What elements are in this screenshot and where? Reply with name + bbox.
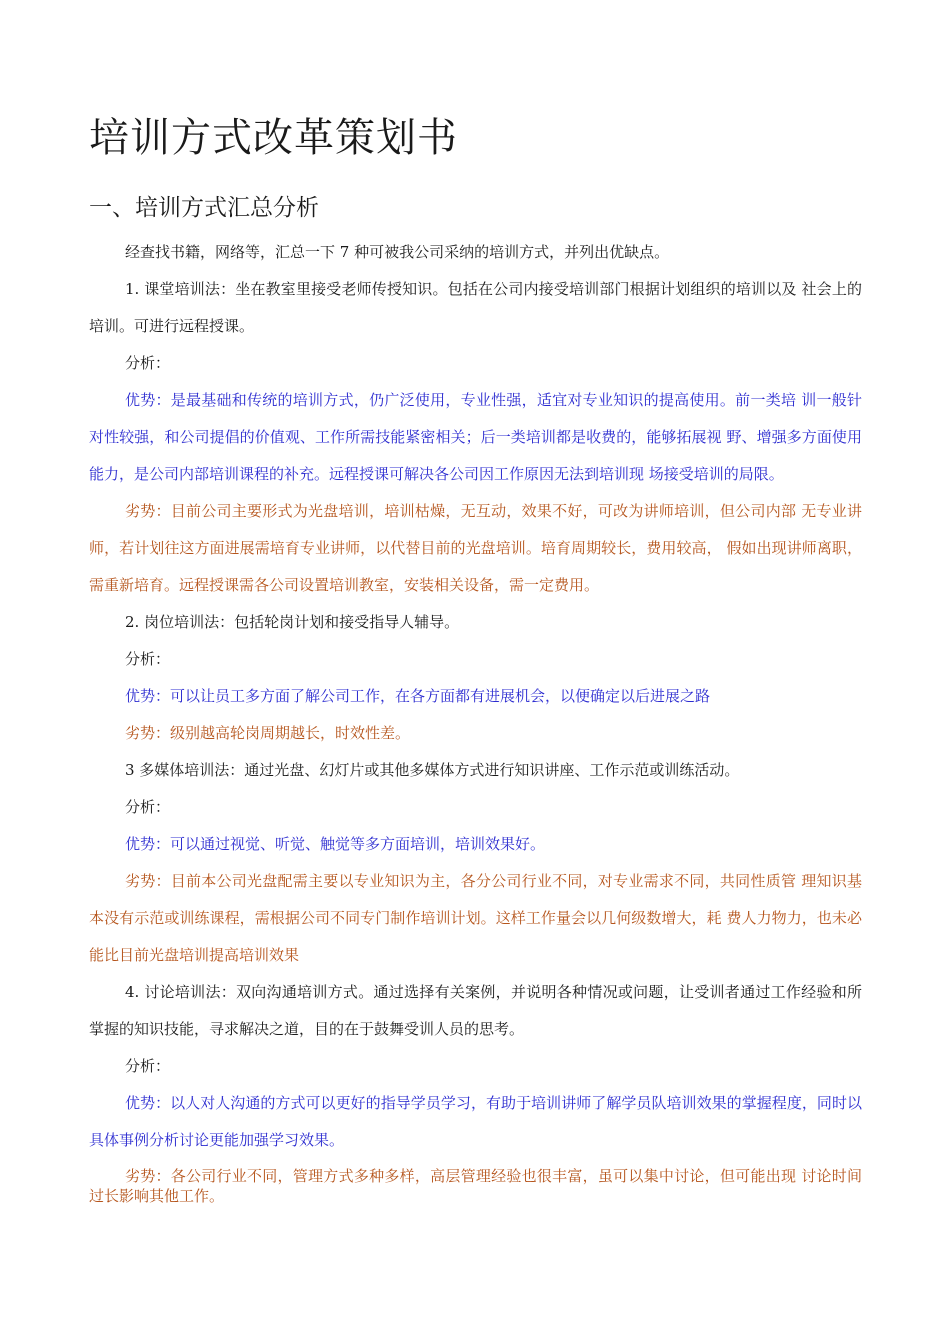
- document-title: 培训方式改革策划书: [89, 115, 458, 161]
- disadvantage-paragraph: 劣势：目前公司主要形式为光盘培训，培训枯燥，无互动，效果不好，可改为讲师培训，但公司内部 无专业讲师，若计划往这方面进展需培育专业讲师，以代替目前的光盘培训。培育周期较长，费用较高， 假如出现讲师离职，需重新培育。远程授课需各公司设置培训教室，安装相关设备，需一定费用。: [89, 502, 862, 594]
- disadvantage-paragraph: 劣势：级别越高轮岗周期越长，时效性差。: [125, 724, 411, 742]
- disadvantage-paragraph: 劣势：各公司行业不同，管理方式多种多样，高层管理经验也很丰富，虽可以集中讨论，但可能出现 讨论时间过长影响其他工作。: [89, 1167, 862, 1205]
- intro-paragraph: 经查找书籍，网络等，汇总一下 7 种可被我公司采纳的培训方式，并列出优缺点。: [125, 243, 670, 261]
- section-heading: 一、培训方式汇总分析: [89, 195, 319, 221]
- analysis-label: 分析：: [125, 650, 171, 668]
- analysis-label: 分析：: [125, 1057, 171, 1075]
- method-1-paragraph: 1. 课堂培训法：坐在教室里接受老师传授知识。包括在公司内接受培训部门根据计划组织的培训以及 社会上的培训。可进行远程授课。: [89, 280, 862, 335]
- advantage-paragraph: 优势：以人对人沟通的方式可以更好的指导学员学习，有助于培训讲师了解学员队培训效果的掌握程度，同时以具体事例分析讨论更能加强学习效果。: [89, 1094, 862, 1149]
- advantage-paragraph: 优势：是最基础和传统的培训方式，仍广泛使用，专业性强，适宜对专业知识的提高使用。前一类培 训一般针对性较强，和公司提倡的价值观、工作所需技能紧密相关；后一类培训都是收费的，能够拓展视 野、增强多方面使用能力，是公司内部培训课程的补充。远程授课可解决各公司因工作原因无法到培训现 场接受培训的局限。: [89, 391, 862, 483]
- method-2-paragraph: 2. 岗位培训法：包括轮岗计划和接受指导人辅导。: [125, 613, 460, 631]
- analysis-label: 分析：: [125, 354, 171, 372]
- advantage-paragraph: 优势：可以让员工多方面了解公司工作，在各方面都有进展机会，以便确定以后进展之路: [125, 687, 711, 705]
- disadvantage-paragraph: 劣势：目前本公司光盘配需主要以专业知识为主，各分公司行业不同，对专业需求不同，共同性质管 理知识基本没有示范或训练课程，需根据公司不同专门制作培训计划。这样工作量会以几何级数增大，耗 费人力物力，也未必能比目前光盘培训提高培训效果: [89, 872, 862, 964]
- document-body: [89, 234, 862, 1206]
- method-3-paragraph: 3 多媒体培训法：通过光盘、幻灯片或其他多媒体方式进行知识讲座、工作示范或训练活动。: [125, 761, 740, 779]
- analysis-label: 分析：: [125, 798, 171, 816]
- advantage-paragraph: 优势：可以通过视觉、听觉、触觉等多方面培训，培训效果好。: [125, 835, 546, 853]
- method-4-paragraph: 4. 讨论培训法：双向沟通培训方式。通过选择有关案例，并说明各种情况或问题，让受训者通过工作经验和所掌握的知识技能，寻求解决之道，目的在于鼓舞受训人员的思考。: [89, 983, 862, 1038]
